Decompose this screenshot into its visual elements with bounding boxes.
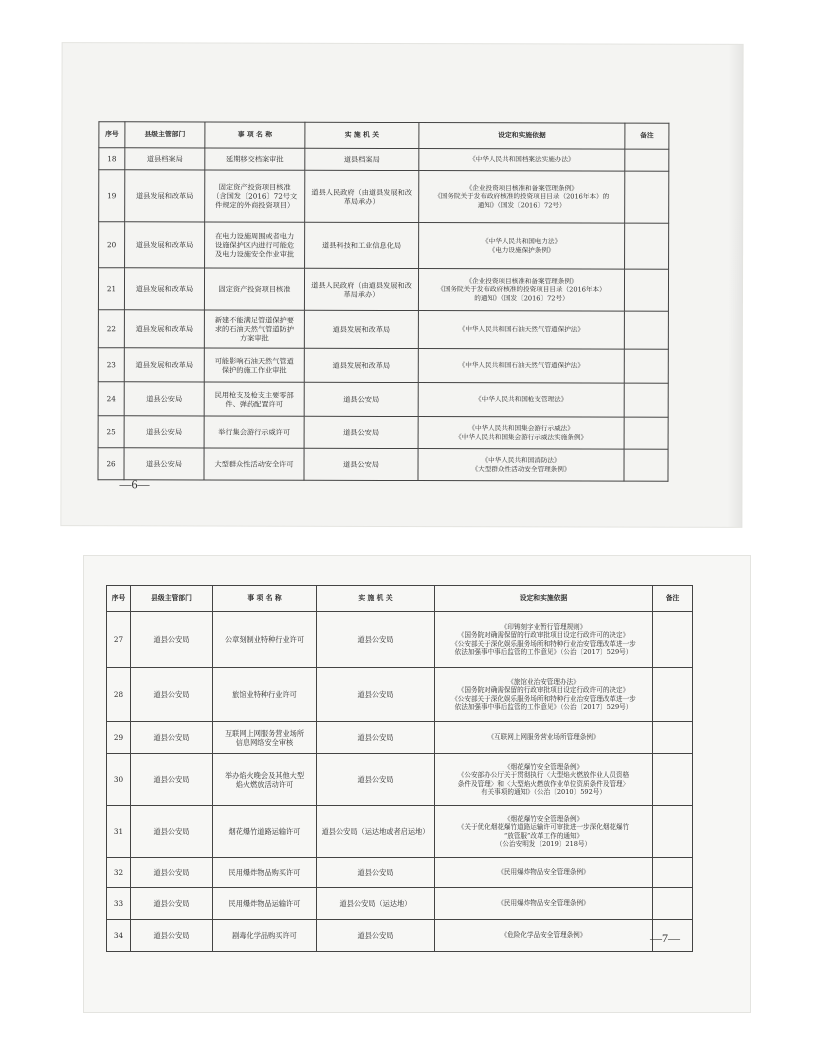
row-implementing-org: 道县科技和工业信息化局: [305, 222, 419, 268]
row-remarks: [653, 858, 693, 888]
row-legal-basis: 《中华人民共和国石油天然气管道保护法》: [418, 349, 624, 384]
row-implementing-org: 道县人民政府（由道县发展和改 革局承办）: [305, 170, 419, 222]
header-implementing-org: 实 施 机 关: [305, 122, 419, 148]
row-serial-no: 34: [107, 920, 131, 952]
table-row: [98, 382, 668, 417]
row-remarks: [653, 806, 693, 858]
row-legal-basis: 《民用爆炸物品安全管理条例》: [435, 858, 653, 888]
row-serial-no: 31: [107, 806, 131, 858]
table-row: [98, 348, 668, 383]
row-department: 道县档案局: [125, 148, 205, 170]
table-row: [107, 754, 693, 806]
header-department: 县级主管部门: [131, 586, 213, 612]
row-implementing-org: 道县公安局: [317, 754, 435, 806]
row-item-name: 互联网上网服务营业场所 信息网络安全审核: [213, 722, 317, 754]
row-item-name: 新建不能满足管道保护要 求的石油天然气管道防护 方案审批: [204, 310, 304, 348]
row-implementing-org: 道县公安局: [317, 668, 435, 722]
row-serial-no: 20: [99, 222, 125, 268]
row-remarks: [653, 722, 693, 754]
header-legal-basis: 设定和实施依据: [419, 123, 625, 150]
row-remarks: [625, 171, 669, 223]
row-serial-no: 28: [107, 668, 131, 722]
row-item-name: 旅馆业特种行业许可: [213, 668, 317, 722]
row-department: 道县公安局: [124, 416, 204, 448]
header-serial-no: 序号: [107, 586, 131, 612]
row-item-name: 民用爆炸物品购买许可: [213, 858, 317, 888]
row-legal-basis: 《烟花爆竹安全管理条例》 《公安部办公厅关于贯彻执行〈大型焰火燃放作业人员资格 条件及管理〉和〈大型焰火燃放作业单位资质条件及管理〉 有关事项的通知》（公治〔2010〕592号）: [435, 754, 653, 806]
row-department: 道县公安局: [131, 754, 213, 806]
table-row: [99, 148, 669, 171]
row-remarks: [625, 149, 669, 171]
header-remarks: 备注: [625, 123, 669, 149]
row-remarks: [624, 349, 668, 383]
row-legal-basis: 《中华人民共和国电力法》 《电力设施保护条例》: [419, 223, 625, 270]
table-row: [98, 310, 668, 349]
row-item-name: 民用枪支及枪支主要零部 件、弹药配置许可: [204, 382, 304, 416]
row-item-name: 举办焰火晚会及其他大型 焰火燃放活动许可: [213, 754, 317, 806]
row-department: 道县发展和改革局: [125, 222, 205, 268]
row-item-name: 举行集会游行示威许可: [204, 416, 304, 448]
row-item-name: 固定资产投资项目核准: [204, 268, 304, 310]
row-item-name: 延期移交档案审批: [205, 148, 305, 170]
approval-items-table-bottom: [106, 585, 693, 952]
row-serial-no: 29: [107, 722, 131, 754]
header-serial-no: 序号: [99, 122, 125, 148]
page-number: —6—: [119, 477, 150, 492]
header-item-name: 事 项 名 称: [213, 586, 317, 612]
header-department: 县级主管部门: [125, 122, 205, 148]
row-legal-basis: 《企业投资项目核准和备案管理条例》 《国务院关于发布政府核准的投资项目目录（2016年本） 的通知》（国发〔2016〕72号）: [418, 269, 624, 312]
row-remarks: [624, 269, 668, 311]
table-row: [107, 888, 693, 920]
approval-items-table-top: [97, 121, 669, 481]
row-item-name: 在电力设施周围或者电力 设施保护区内进行可能危 及电力设施安全作业审批: [205, 222, 305, 268]
row-department: 道县公安局: [131, 722, 213, 754]
row-serial-no: 23: [98, 348, 124, 382]
row-department: 道县发展和改革局: [125, 170, 205, 222]
row-implementing-org: 道县发展和改革局: [304, 310, 418, 348]
row-department: 道县公安局: [131, 668, 213, 722]
row-department: 道县公安局: [124, 382, 204, 416]
row-remarks: [653, 888, 693, 920]
row-remarks: [624, 417, 668, 449]
row-implementing-org: 道县人民政府（由道县发展和改 革局承办）: [304, 268, 418, 310]
row-serial-no: 21: [98, 268, 124, 310]
header-item-name: 事 项 名 称: [205, 122, 305, 148]
table-header-row: [99, 122, 669, 149]
table-row: [107, 806, 693, 858]
row-legal-basis: 《旅馆业治安管理办法》 《国务院对确需保留的行政审批项目设定行政许可的决定》 《公安部关于深化娱乐服务场所和特种行业治安管理改革进一步 依法加强事中事后监管的工作意见》（公治〔2017〕529号）: [435, 668, 653, 722]
row-remarks: [653, 754, 693, 806]
table-row: [98, 448, 668, 481]
table-row: [107, 722, 693, 754]
document-page-bottom: [84, 556, 750, 1012]
row-department: 道县公安局: [131, 858, 213, 888]
row-item-name: 烟花爆竹道路运输许可: [213, 806, 317, 858]
row-item-name: 剧毒化学品购买许可: [213, 920, 317, 952]
row-remarks: [624, 311, 668, 349]
row-item-name: 民用爆炸物品运输许可: [213, 888, 317, 920]
row-implementing-org: 道县公安局: [317, 722, 435, 754]
row-legal-basis: 《中华人民共和国枪支管理法》: [418, 383, 624, 418]
table-row: [107, 668, 693, 722]
table-row: [107, 612, 693, 668]
row-remarks: [624, 449, 668, 481]
row-implementing-org: 道县公安局: [317, 920, 435, 952]
row-department: 道县公安局: [131, 920, 213, 952]
row-legal-basis: 《危险化学品安全管理条例》: [435, 920, 653, 952]
row-implementing-org: 道县公安局: [304, 382, 418, 416]
row-implementing-org: 道县公安局（运达地或者启运地）: [317, 806, 435, 858]
row-department: 道县公安局: [131, 806, 213, 858]
row-legal-basis: 《印铸刻字业暂行管理规则》 《国务院对确需保留的行政审批项目设定行政许可的决定》 《公安部关于深化娱乐服务场所和特种行业治安管理改革进一步 依法加强事中事后监管的工作意见》（公治〔2017〕529号）: [435, 612, 653, 668]
header-remarks: 备注: [653, 586, 693, 612]
table-row: [99, 222, 669, 269]
row-item-name: 固定资产投资项目核准 （含国发〔2016〕72号文 件规定的外商投资项目）: [205, 170, 305, 222]
table-row: [98, 268, 668, 311]
row-serial-no: 25: [98, 416, 124, 448]
row-serial-no: 18: [99, 148, 125, 170]
row-implementing-org: 道县档案局: [305, 148, 419, 170]
row-serial-no: 22: [98, 310, 124, 348]
row-legal-basis: 《民用爆炸物品安全管理条例》: [435, 888, 653, 920]
row-department: 道县发展和改革局: [124, 348, 204, 382]
row-implementing-org: 道县公安局: [317, 612, 435, 668]
row-serial-no: 19: [99, 170, 125, 222]
table-row: [98, 416, 668, 449]
row-legal-basis: 《中华人民共和国消防法》 《大型群众性活动安全管理条例》: [418, 449, 624, 482]
header-legal-basis: 设定和实施依据: [435, 586, 653, 612]
row-item-name: 公章刻制业特种行业许可: [213, 612, 317, 668]
row-serial-no: 33: [107, 888, 131, 920]
row-legal-basis: 《中华人民共和国石油天然气管道保护法》: [418, 311, 624, 350]
row-implementing-org: 道县公安局: [304, 448, 418, 480]
row-implementing-org: 道县发展和改革局: [304, 348, 418, 382]
table-row: [99, 170, 669, 223]
row-item-name: 可能影响石油天然气管道 保护的施工作业审批: [204, 348, 304, 382]
row-serial-no: 24: [98, 382, 124, 416]
row-serial-no: 30: [107, 754, 131, 806]
row-remarks: [653, 612, 693, 668]
row-department: 道县公安局: [124, 448, 204, 480]
row-department: 道县公安局: [131, 612, 213, 668]
row-implementing-org: 道县公安局: [317, 858, 435, 888]
row-department: 道县公安局: [131, 888, 213, 920]
row-legal-basis: 《互联网上网服务营业场所管理条例》: [435, 722, 653, 754]
row-item-name: 大型群众性活动安全许可: [204, 448, 304, 480]
row-implementing-org: 道县公安局（运达地）: [317, 888, 435, 920]
row-legal-basis: 《中华人民共和国档案法实施办法》: [419, 149, 625, 172]
row-remarks: [653, 668, 693, 722]
row-legal-basis: 《中华人民共和国集会游行示威法》 《中华人民共和国集会游行示威法实施条例》: [418, 417, 624, 450]
row-department: 道县发展和改革局: [124, 310, 204, 348]
row-serial-no: 27: [107, 612, 131, 668]
row-serial-no: 26: [98, 448, 124, 480]
row-remarks: [625, 223, 669, 269]
row-remarks: [624, 383, 668, 417]
table-row: [107, 858, 693, 888]
table-header-row: [107, 586, 693, 612]
header-implementing-org: 实 施 机 关: [317, 586, 435, 612]
row-implementing-org: 道县公安局: [304, 416, 418, 448]
row-department: 道县发展和改革局: [124, 268, 204, 310]
document-page-top: [61, 43, 742, 527]
row-legal-basis: 《企业投资项目核准和备案管理条例》 《国务院关于发布政府核准的投资项目目录（2016年本）的 通知》（国发〔2016〕72号）: [419, 171, 625, 224]
page-edge-shadow: [727, 45, 742, 527]
page-number: —7—: [650, 931, 680, 945]
row-legal-basis: 《烟花爆竹安全管理条例》 《关于优化烟花爆竹道路运输许可审批进一步深化烟花爆竹 “放管服”改革工作的通知》 （公治安明发〔2019〕218号）: [435, 806, 653, 858]
row-serial-no: 32: [107, 858, 131, 888]
table-row: [107, 920, 693, 952]
